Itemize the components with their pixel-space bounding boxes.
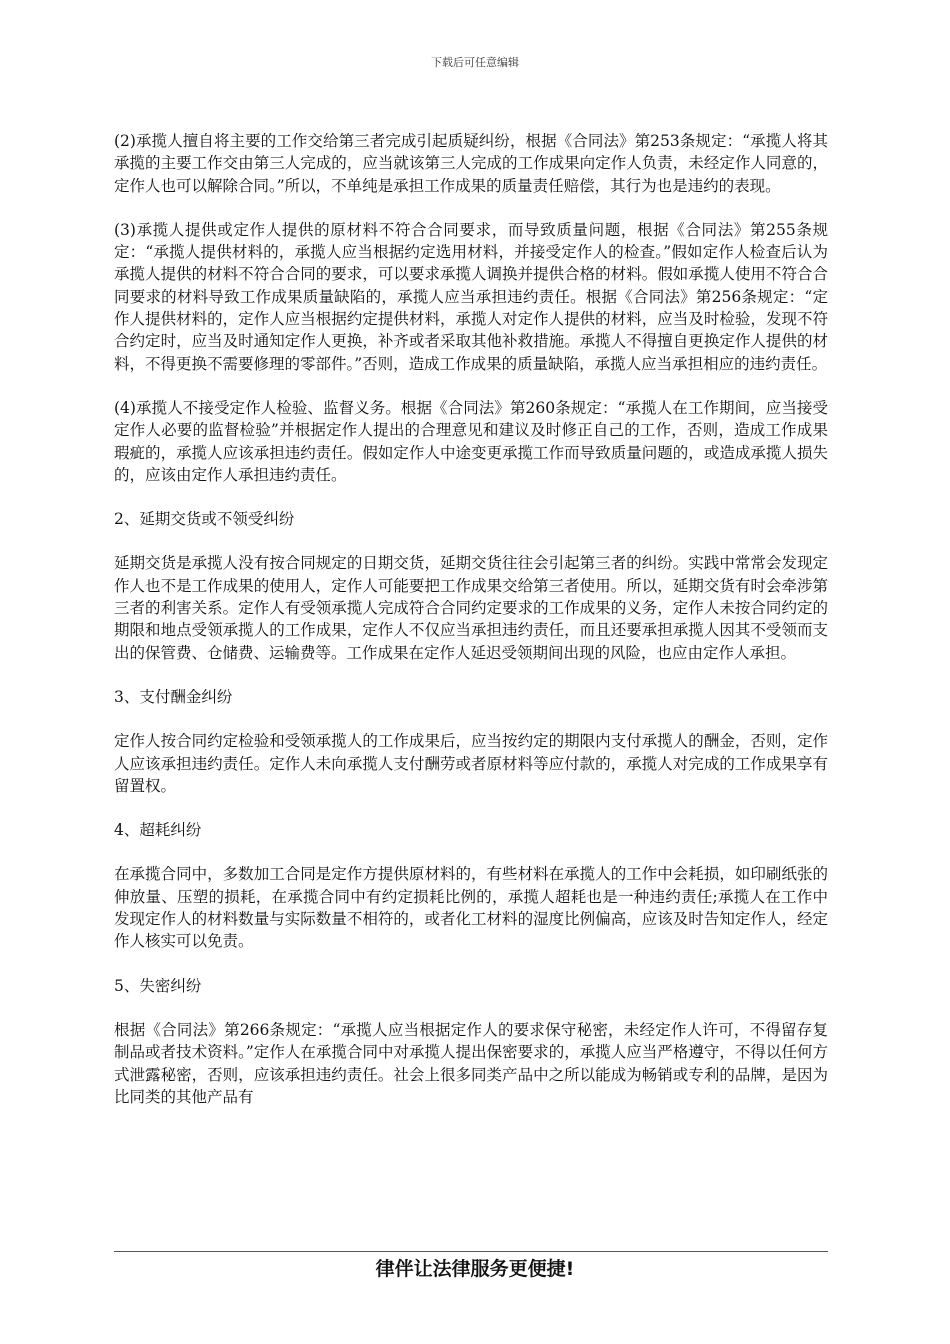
footer-divider xyxy=(114,1251,828,1252)
section-heading: 3、支付酬金纠纷 xyxy=(114,687,233,706)
document-body xyxy=(114,130,828,1108)
paragraph: (4)承揽人不接受定作人检验、监督义务。根据《合同法》第260条规定：“承揽人在工作期间，应当接受定作人必要的监督检验”并根据定作人提出的合理意见和建议及时修正自己的工作，否则，造成工作成果瑕疵的，承揽人应该承担违约责任。假如定作人中途变更承揽工作而导致质量问题的，或造成承揽人损失的，应该由定作人承担违约责任。 xyxy=(114,398,828,484)
section-heading: 4、超耗纠纷 xyxy=(114,821,202,840)
paragraph: 在承揽合同中，多数加工合同是定作方提供原材料的，有些材料在承揽人的工作中会耗损，如印刷纸张的伸放量、压塑的损耗，在承揽合同中有约定损耗比例的，承揽人超耗也是一种违约责任;承揽人在工作中发现定作人的材料数量与实际数量不相符的，或者化工材料的湿度比例偏高，应该及时告知定作人，经定作人核实可以免责。 xyxy=(114,865,828,951)
paragraph: 根据《合同法》第266条规定：“承揽人应当根据定作人的要求保守秘密，未经定作人许可，不得留存复制品或者技术资料。”定作人在承揽合同中对承揽人提出保密要求的，承揽人应当严格遵守，不得以任何方式泄露秘密，否则，应该承担违约责任。社会上很多同类产品中之所以能成为畅销或专利的品牌，是因为比同类的其他产品有 xyxy=(114,1020,828,1106)
page-header: 下载后可任意编辑 xyxy=(431,56,519,69)
paragraph: 延期交货是承揽人没有按合同规定的日期交货，延期交货往往会引起第三者的纠纷。实践中常常会发现定作人也不是工作成果的使用人，定作人可能要把工作成果交给第三者使用。所以，延期交货有时会牵涉第三者的利害关系。定作人有受领承揽人完成符合合同约定要求的工作成果的义务，定作人未按合同约定的期限和地点受领承揽人的工作成果，定作人不仅应当承担违约责任，而且还要承担承揽人因其不受领而支出的保管费、仓储费、运输费等。工作成果在定作人延迟受领期间出现的风险，也应由定作人承担。 xyxy=(114,554,828,662)
page-footer: 律伴让法律服务更便捷! xyxy=(375,1258,575,1280)
paragraph: (2)承揽人擅自将主要的工作交给第三者完成引起质疑纠纷，根据《合同法》第253条规定：“承揽人将其承揽的主要工作交由第三人完成的，应当就该第三人完成的工作成果向定作人负责，未经定作人同意的，定作人也可以解除合同。”所以，不单纯是承担工作成果的质量责任赔偿，其行为也是违约的表现。 xyxy=(114,132,828,195)
section-heading: 2、延期交货或不领受纠纷 xyxy=(114,510,295,529)
paragraph: (3)承揽人提供或定作人提供的原材料不符合合同要求，而导致质量问题，根据《合同法》第255条规定：“承揽人提供材料的，承揽人应当根据约定选用材料，并接受定作人的检查。”假如定作人检查后认为承揽人提供的材料不符合合同的要求，可以要求承揽人调换并提供合格的材料。假如承揽人使用不符合合同要求的材料导致工作成果质量缺陷的，承揽人应当承担违约责任。根据《合同法》第256条规定：“定作人提供材料的，定作人应当根据约定提供材料，承揽人对定作人提供的材料，应当及时检验，发现不符合约定时，应当及时通知定作人更换，补齐或者采取其他补救措施。承揽人不得擅自更换定作人提供的材料，不得更换不需要修理的零部件。”否则，造成工作成果的质量缺陷，承揽人应当承担相应的违约责任。 xyxy=(114,220,828,373)
paragraph: 定作人按合同约定检验和受领承揽人的工作成果后，应当按约定的期限内支付承揽人的酬金，否则，定作人应该承担违约责任。定作人未向承揽人支付酬劳或者原材料等应付款的，承揽人对完成的工作成果享有留置权。 xyxy=(114,732,828,795)
section-heading: 5、失密纠纷 xyxy=(114,976,202,995)
